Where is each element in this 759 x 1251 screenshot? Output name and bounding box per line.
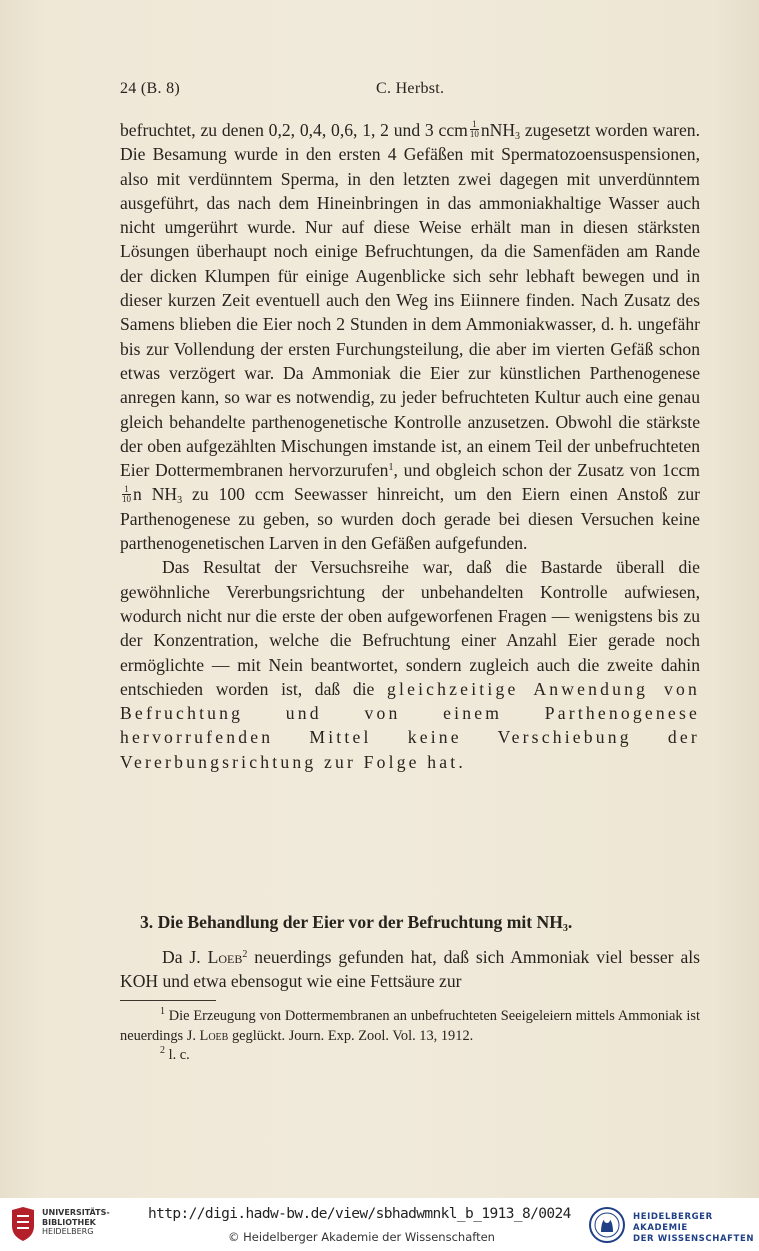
fraction-denominator: 10 xyxy=(122,493,131,504)
footnotes xyxy=(120,1007,700,1066)
text-run: zu 100 ccm Seewasser hinreicht, um den Eiern einen Anstoß zur Parthenogenese zu geben, so wurden doch gerade bei diesen Versuchen keine parthenogenetischen Larven in den Gefäßen aufgefunden. xyxy=(120,484,700,554)
paragraph-1 xyxy=(120,118,700,555)
text-run: befruchtet, zu denen 0,2, 0,4, 0,6, 1, 2 und 3 ccm xyxy=(120,120,468,140)
author-name: Loeb xyxy=(207,947,243,967)
footnote-divider xyxy=(120,1000,216,1001)
ub-line: BIBLIOTHEK xyxy=(42,1217,96,1227)
academy-name xyxy=(633,1212,759,1245)
text-run: l. c. xyxy=(165,1047,190,1063)
text-run: zugesetzt worden waren. Die Besamung wurde in den ersten 4 Gefäßen mit Spermatozoensuspensionen, also mit verdünntem Sperma, in den letzten zwei dagegen mit unverdünntem ausgeführt, das nach dem Hineinbringen in das ammoniakhaltige Wasser auch nicht umgerührt wurde. Nur auf diese Weise erhält man in diesen stärksten Lösungen überhaupt noch einige Befruchtungen, da die Samenfäden am Rande der dicken Klumpen für einige Augenblicke sich sehr lebhaft bewegen und in dieser kurzen Zeit eventuell auch den Weg ins Eiinnere finden. Nach Zusatz des Samens blieben die Eier noch 2 Stunden in dem Ammoniakwasser, d. h. ungefähr bis zur Vollendung der ersten Furchungsteilung, die aber im vierten Gefäß schon etwas verzögert war. Da Ammoniak die Eier zur künstlichen Parthenogenese anregen kann, so war es notwendig, zu jeder befruchteten Kultur auch eine genau gleich behandelte parthenogenetische Kontrolle anzusetzen. Obwohl die stärkste der oben aufgezählten Mischungen imstande ist, an einem Teil der unbefruchteten Eier Dottermembranen hervorzurufen xyxy=(120,120,700,481)
text-run: nNH xyxy=(480,120,516,140)
emphasized-conclusion: gleichzeitige Anwendung von Befruchtung und von einem Parthenogenese hervorrufenden Mittel keine Verschiebung der Vererbungsrichtung zur Folge hat. xyxy=(120,678,700,772)
academy-line: HEIDELBERGER AKADEMIE xyxy=(633,1212,713,1233)
footer-bar xyxy=(0,1198,759,1251)
text-run: geglückt. Journ. Exp. Zool. Vol. 13, 1912. xyxy=(228,1027,474,1044)
footnote-mark-1: 1 xyxy=(388,462,394,474)
copyright-notice: © Heidelberger Akademie der Wissenschaften xyxy=(228,1230,495,1244)
ub-line: UNIVERSITÄTS- xyxy=(42,1208,110,1217)
paragraph-2 xyxy=(120,555,700,774)
ub-line: HEIDELBERG xyxy=(42,1227,94,1236)
footnote-1 xyxy=(120,1007,700,1046)
footnote-number: 2 xyxy=(160,1045,165,1056)
section-title-end: . xyxy=(567,912,573,932)
body-text xyxy=(120,118,700,774)
page-reference: 24 (B. 8) xyxy=(120,80,181,97)
running-header xyxy=(120,80,700,104)
permalink-url[interactable]: http://digi.hadw-bw.de/view/sbhadwmnkl_b_1913_8/0024 xyxy=(148,1206,571,1222)
subscript: 3 xyxy=(177,495,183,507)
text-run: n NH xyxy=(133,484,178,505)
section-title: 3. Die Behandlung der Eier vor der Befruchtung mit NH xyxy=(140,912,563,932)
footnote-2 xyxy=(120,1046,700,1066)
academy-seal-icon[interactable] xyxy=(588,1206,626,1244)
text-run: neuerdings gefunden hat, daß sich Ammoniak viel besser als KOH und etwa ebensogut wie eine Fettsäure zur xyxy=(120,947,701,992)
fraction-numerator: 1 xyxy=(122,485,131,495)
academy-line: DER WISSENSCHAFTEN xyxy=(633,1234,755,1244)
fraction-one-tenth xyxy=(470,120,479,139)
fraction-one-tenth xyxy=(122,485,131,504)
text-run: Die Erzeugung von Dottermembranen an unbefruchteten Seeigeleiern mittels Ammoniak ist neuerdings J. xyxy=(120,1008,700,1044)
text-run: Das Resultat der Versuchsreihe war, daß die Bastarde überall die gewöhnliche Vererbungsrichtung der unbehandelten Kontrolle aufwiesen, wodurch nicht nur die erste der oben aufgeworfenen Fragen — wenigstens bis zu der Konzentration, welche die Befruchtung einer Anzahl Eier gerade noch ermöglichte — mit Nein beantwortet, sondern zugleich auch die zweite dahin entschieden worden ist, daß die xyxy=(120,557,700,699)
university-library-name xyxy=(42,1208,110,1237)
section-body xyxy=(120,945,700,994)
fraction-numerator: 1 xyxy=(470,120,479,130)
subscript: 3 xyxy=(562,923,568,934)
text-run: , und obgleich schon der Zusatz von 1ccm xyxy=(393,460,700,481)
author-name: Loeb xyxy=(199,1027,229,1044)
university-library-logo-icon[interactable] xyxy=(8,1206,38,1242)
subscript: 3 xyxy=(515,131,521,142)
fraction-denominator: 10 xyxy=(469,129,479,140)
running-author: C. Herbst. xyxy=(376,80,445,97)
text-run: Da J. xyxy=(162,947,208,967)
section-heading xyxy=(140,912,700,933)
footnote-mark-2: 2 xyxy=(242,949,248,960)
paragraph-3 xyxy=(120,945,700,994)
footnote-number: 1 xyxy=(160,1006,165,1017)
